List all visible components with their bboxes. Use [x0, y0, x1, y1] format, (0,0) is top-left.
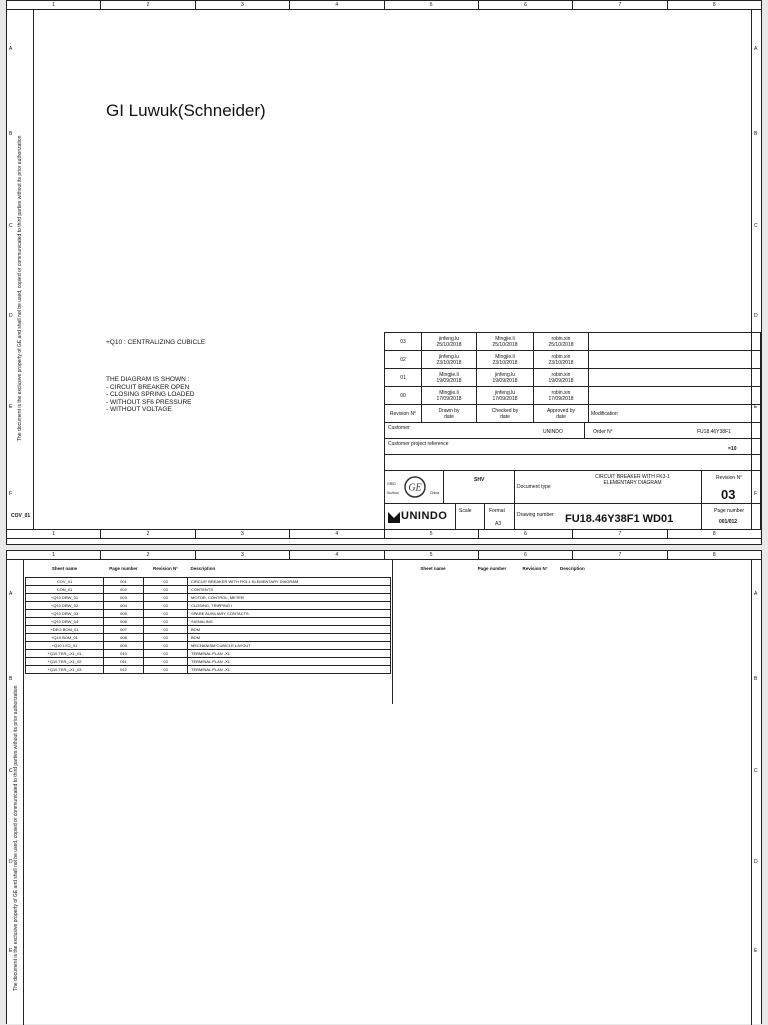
contents-row: +Q10 DRW_04 006 03 SIGNALING	[26, 618, 391, 626]
project-title: GI Luwuk(Schneider)	[106, 101, 266, 120]
order-cell: Order N° FU18.46Y38F1	[584, 422, 761, 439]
revision-row: 00 Mingjie.li 17/09/2018 jinfeng.lu 17/09/2018 robin.xin 17/09/2018	[385, 387, 761, 405]
revision-number-cell: Revision N° 03	[701, 470, 761, 504]
vertical-ownership-note: The document is the exclusive property of GE and shall not be used, copied or communicated to third parties without its prior authorization	[17, 135, 23, 441]
sheet-tag: COV_01	[11, 513, 31, 519]
contents-row: CON_01 002 03 CONTENTS	[26, 586, 391, 594]
contents-row: +Q10 DRW_02 004 03 CLOSING, TRIPPING I	[26, 602, 391, 610]
contents-table-right	[395, 559, 751, 577]
contents-sheet: 1 2 3 4 5 6 7 8 The document is the exclusive property of GE and shall not be used, copied or communicated to third parties without its prior authorization A B C D E A B C D E Sheet name Page number Revision N° Description COV_01 001 03 CIRCUIT BREAKER WITH FK3-1 ELEMENTARY DIAGRAM CON_01 002 03 CONTENTS +Q10 DRW_01 003 03 MOTOR, CONTROL, METER +Q10 DRW_02 004 03 CLOSING, TRIPPING I +Q10 DRW_03 005 03 SPARE AUXILIARY CONTACTS +Q10 DRW_04 006 03 SIGNALING +DEG BOM_01 007 03 BOM +Q10 BOM_01 008 03 BOM +Q10 LYO_01 009 03 MECHANISM CUBICLE LAYOUT +Q10 TER_-X1_01 010 03 TERMINAL PLAN -X1 +Q10 TER_-X1_02 011 03 TERMINAL PLAN -X1 +Q10 TER_-X1_03 012 03 TERMINAL PLAN -X1 Sheet name Page number Revision N° Description	[6, 550, 762, 1024]
contents-row: +DEG BOM_01 007 03 BOM	[26, 626, 391, 634]
document-type-cell: Document type CIRCUIT BREAKER WITH FK3-1 ELEMENTARY DIAGRAM	[514, 470, 702, 504]
scale-cell: Scale	[455, 503, 485, 530]
ge-logo-icon	[404, 476, 426, 498]
format-cell: Format A3	[484, 503, 515, 530]
contents-row: +Q10 LYO_01 009 03 MECHANISM CUBICLE LAYOUT	[26, 642, 391, 650]
contents-row: +Q10 TER_-X1_02 011 03 TERMINAL PLAN -X1	[26, 658, 391, 666]
top-column-ruler: 1 2 3 4 5 6 7 8	[7, 551, 761, 560]
svg-text:GE: GE	[408, 482, 422, 494]
contents-row: COV_01 001 03 CIRCUIT BREAKER WITH FK3-1 ELEMENTARY DIAGRAM	[26, 578, 391, 586]
unindo-logo-cell: UNINDO	[384, 503, 456, 530]
customer-reference-cell: Customer project reference =10	[384, 438, 761, 455]
top-column-ruler: 1 2 3 4 5 6 7 8	[7, 1, 761, 10]
shv-cell: SHV	[443, 470, 515, 504]
contents-row: +Q10 DRW_01 003 03 MOTOR, CONTROL, METER	[26, 594, 391, 602]
contents-row: +Q10 TER_-X1_01 010 03 TERMINAL PLAN -X1	[26, 650, 391, 658]
contents-header-row: Sheet name Page number Revision N° Description	[51, 565, 216, 571]
contents-row: +Q10 DRW_03 005 03 SPARE AUXILIARY CONTACTS	[26, 610, 391, 618]
page-number-cell: Page number 001/012	[701, 503, 761, 530]
drawing-number-cell: Drawing number FU18.46Y38F1 WD01	[514, 503, 702, 530]
revision-row: 01 Mingjie.li 19/09/2018 jinfeng.lu 19/09/2018 robin.xin 19/09/2018	[385, 369, 761, 387]
contents-row: +Q10 BOM_01 008 03 BOM	[26, 634, 391, 642]
revision-header-row: Revision N° Drawn by date Checked by date Approved by date Modification	[385, 405, 761, 423]
revision-row: 03 jinfeng.lu 25/10/2018 Mingjie.li 25/10/2018 robin.xin 25/10/2018	[385, 333, 761, 351]
customer-cell: Customer UNINDO	[384, 422, 585, 439]
unindo-logo-icon	[388, 512, 400, 523]
revision-row: 02 jinfeng.lu 23/10/2018 Mingjie.li 23/10/2018 robin.xin 23/10/2018	[385, 351, 761, 369]
cubicle-label: +Q10 : CENTRALIZING CUBICLE	[106, 339, 206, 346]
bottom-column-ruler: 1 2 3 4 5 6 7 8	[7, 529, 761, 539]
contents-table-left	[25, 559, 391, 674]
diagram-state-notes: THE DIAGRAM IS SHOWN : - CIRCUIT BREAKER OPEN - CLOSING SPRING LOADED - WITHOUT SF6 PRESSURE - WITHOUT VOLTAGE	[106, 376, 195, 413]
contents-header-row: Sheet name Page number Revision N° Description	[420, 565, 585, 571]
cover-sheet: 1 2 3 4 5 6 7 8 1 2 3 4 5 6 7 8 The document is the exclusive property of GE and shall not be used, copied or communicated to third parties without its prior authorization A B C D E F A B C D E F COV_01 GI Luwuk(Schneider) +Q10 : CENTRALIZING CUBICLE THE DIAGRAM IS SHOWN : - CIRCUIT BREAKER OPEN - CLOSING SPRING LOADED - WITHOUT SF6 PRESSURE - WITHOUT VOLTAGE 03 jinfeng.lu 25/10/2018 Mingjie.li 25/10/2018 robin.xin 25/10/2018 02 jinfeng.lu 23/10/2018 Mingjie.li 23/10/2018 robin.xin 23/10/2018 01 Mingjie.li 19/09/2018 jinfeng.lu 19/09/2018 robin.xin 19/09/2018 00 Mingjie.li 17/09/2018 jinfeng.lu 17/09/2018 robin.xin 17/09/2018 Revision N° Drawn by date Checked by date Approved by date Modification Customer UNINDO Order N° FU18.46Y38F1 Customer project reference =10 GRID Suzhou GE China SHV Document type CIRCUIT BREAKER WITH FK3-1 ELEMENTARY DIAGRAM Revision N° 03 UNINDO Scale Format A3 Drawing number FU18.46Y38F1 WD01 Page number 001/012	[6, 0, 762, 545]
contents-row: +Q10 TER_-X1_03 012 03 TERMINAL PLAN -X1	[26, 666, 391, 674]
vertical-ownership-note: The document is the exclusive property of GE and shall not be used, copied or communicated to third parties without its prior authorization	[13, 685, 19, 991]
ge-logo-cell: GRID Suzhou GE China	[384, 470, 444, 504]
revision-table	[384, 332, 761, 423]
